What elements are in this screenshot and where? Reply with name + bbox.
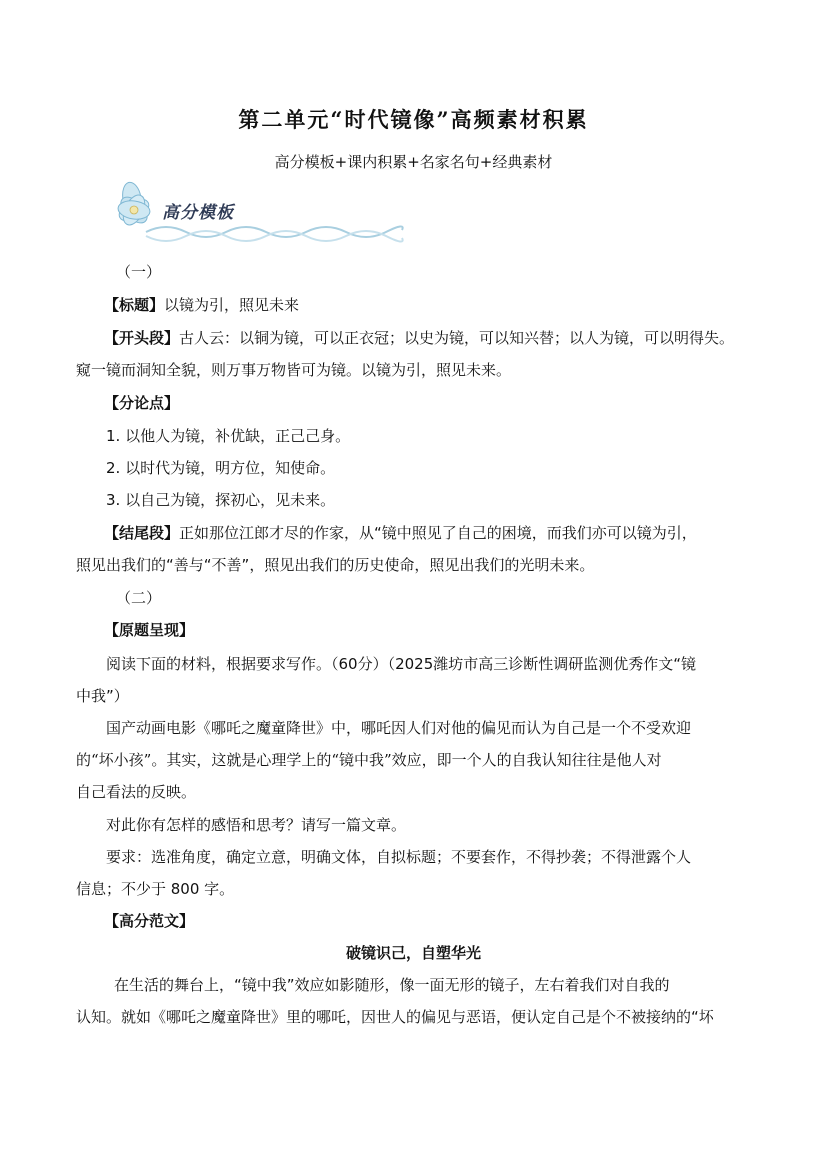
list-item: 1. 以他人为镜，补优缺，正己己身。 (106, 427, 351, 445)
tag-label: 【结尾段】 (104, 524, 180, 542)
ending-row (104, 523, 697, 543)
opening-row (104, 328, 734, 348)
original-tag: 【原题呈现】 (104, 621, 195, 639)
section-number: （二） (116, 589, 162, 607)
ending-text-cont: 照见出我们的“善与“不善”，照见出我们的历史使命，照见出我们的光明未来。 (76, 556, 595, 574)
banner-label: 高分模板 (162, 203, 234, 223)
ending-text: 正如那位江郎才尽的作家，从“镜中照见了自己的困境，而我们亦可以镜为引， (179, 524, 697, 542)
material-text: 国产动画电影《哪吒之魔童降世》中，哪吒因人们对他的偏见而认为自己是一个不受欢迎 (106, 719, 692, 737)
points-tag: 【分论点】 (104, 394, 180, 412)
question-text: 对此你有怎样的感悟和思考？请写一篇文章。 (106, 816, 407, 834)
section-number: （一） (116, 263, 162, 281)
tag-label: 【开头段】 (104, 329, 180, 347)
flower-icon (116, 181, 153, 228)
prompt-text: 阅读下面的材料，根据要求写作。（60分）（2025潍坊市高三诊断性调研监测优秀作文“镜 (106, 655, 697, 673)
prompt-text-cont: 中我”） (76, 687, 129, 705)
list-item: 2. 以时代为镜，明方位，知使命。 (106, 459, 336, 477)
wave-decoration (146, 226, 403, 241)
page-title: 第二单元“时代镜像”高频素材积累 (238, 107, 589, 132)
title-row (104, 295, 299, 315)
essay-paragraph: 在生活的舞台上，“镜中我”效应如影随形，像一面无形的镜子，左右着我们对自我的 (114, 976, 670, 994)
opening-text: 古人云：以铜为镜，可以正衣冠；以史为镜，可以知兴替；以人为镜，可以明得失。 (179, 329, 735, 347)
essay-paragraph-cont: 认知。就如《哪吒之魔童降世》里的哪吒，因世人的偏见与恶语，便认定自己是个不被接纳的“坏 (76, 1008, 714, 1026)
essay-tag: 【高分范文】 (104, 912, 195, 930)
material-text: 自己看法的反映。 (76, 783, 197, 801)
section-banner (106, 180, 406, 250)
requirement-text: 要求：选准角度，确定立意，明确文体，自拟标题；不要套作，不得抄袭；不得泄露个人 (106, 848, 692, 866)
title-text: 以镜为引，照见未来 (164, 296, 300, 314)
material-text: 的“坏小孩”。其实，这就是心理学上的“镜中我”效应，即一个人的自我认知往往是他人对 (76, 751, 662, 769)
page-subtitle: 高分模板+课内积累+名家名句+经典素材 (274, 153, 553, 171)
essay-title: 破镜识己，自塑华光 (345, 944, 481, 962)
opening-text-cont: 窥一镜而洞知全貌，则万事万物皆可为镜。以镜为引，照见未来。 (76, 361, 512, 379)
tag-label: 【标题】 (104, 296, 165, 314)
requirement-text-cont: 信息；不少于 800 字。 (76, 880, 235, 898)
list-item: 3. 以自己为镜，探初心，见未来。 (106, 491, 336, 509)
